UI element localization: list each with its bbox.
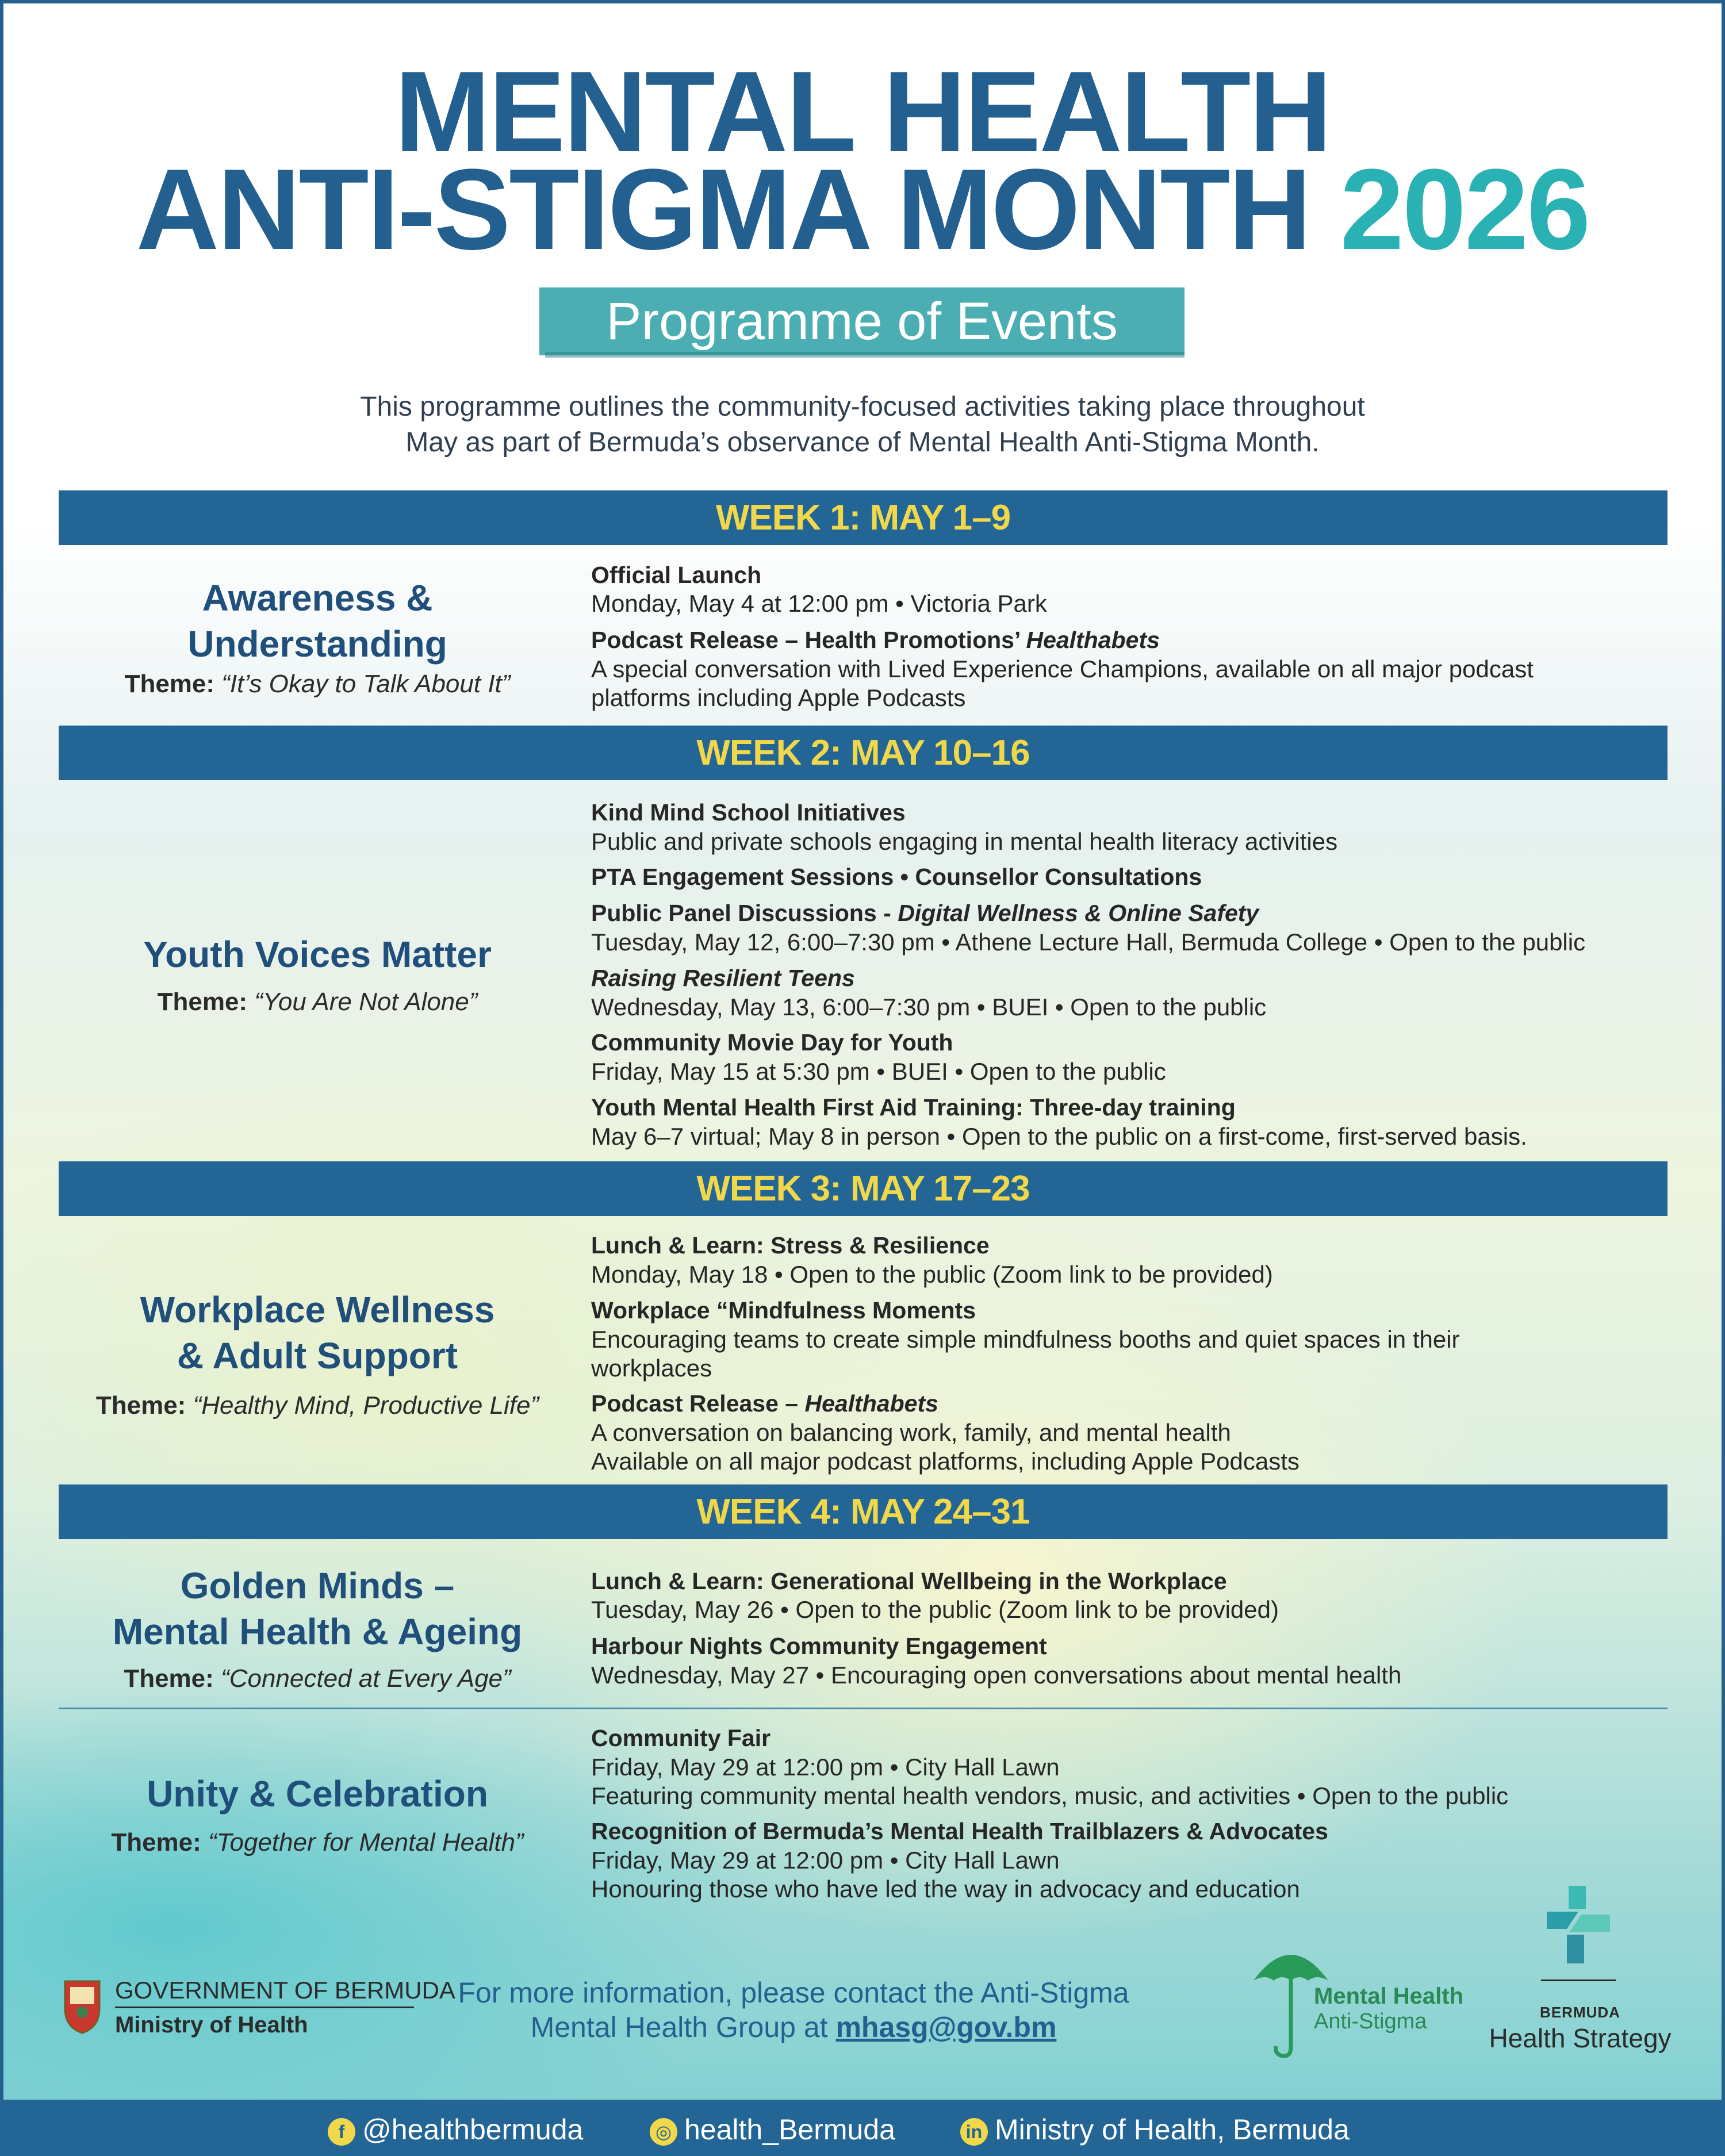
section-theme — [59, 670, 576, 699]
theme-text: “You Are Not Alone” — [254, 988, 478, 1016]
event-detail: Public and private schools engaging in mental health literacy activities — [591, 828, 1338, 855]
event-heading-italic: Digital Wellness & Online Safety — [898, 900, 1259, 926]
theme-text: “Connected at Every Age” — [221, 1664, 511, 1693]
event-detail: A conversation on balancing work, family, and mental health — [591, 1419, 1231, 1446]
social-linkedin[interactable] — [960, 2115, 1350, 2146]
linkedin-icon: in — [960, 2118, 988, 2146]
event-heading: Youth Mental Health First Aid Training: Three-day training — [591, 1094, 1236, 1121]
event-heading: Workplace “Mindfulness Moments — [591, 1297, 976, 1323]
hs-divider — [1541, 1979, 1616, 1981]
theme-text: “Together for Mental Health” — [208, 1828, 524, 1856]
section-title-line: Understanding — [187, 623, 447, 665]
event-detail: Friday, May 29 at 12:00 pm • City Hall Lawn — [591, 1847, 1060, 1874]
section-title-line: Youth Voices Matter — [143, 934, 492, 975]
event-heading: PTA Engagement Sessions • Counsellor Consultations — [591, 864, 1202, 890]
event-detail: workplaces — [591, 1355, 712, 1382]
section-title — [59, 1287, 576, 1379]
section-title-line: & Adult Support — [177, 1335, 458, 1376]
theme-label: Theme: — [124, 670, 215, 698]
event-heading: Lunch & Learn: Generational Wellbeing in the Workplace — [591, 1568, 1227, 1594]
event-detail: A special conversation with Lived Experience Champions, available on all major podcast — [591, 655, 1534, 682]
social-label: Ministry of Health, Bermuda — [995, 2113, 1350, 2146]
event-heading — [591, 965, 855, 992]
section-title — [59, 575, 576, 667]
event-detail: May 6–7 virtual; May 8 in person • Open to the public on a first-come, first-served basis. — [591, 1123, 1527, 1150]
section-title-line: Unity & Celebration — [147, 1773, 488, 1814]
event-detail: Honouring those who have led the way in advocacy and education — [591, 1875, 1300, 1902]
section-theme — [59, 1664, 576, 1693]
intro-line: This programme outlines the community-focused activities taking place throughout — [360, 392, 1365, 422]
mh-logo-line2: Anti-Stigma — [1314, 2009, 1427, 2034]
facebook-icon: f — [328, 2118, 355, 2146]
event-heading-text: Podcast Release – — [591, 1390, 799, 1417]
coat-of-arms-icon — [62, 1977, 102, 2034]
contact-line — [448, 2011, 1138, 2044]
social-label: @healthbermuda — [362, 2113, 584, 2146]
section-divider — [59, 1708, 1667, 1709]
event-heading — [591, 627, 1160, 654]
week-header: WEEK 1: MAY 1–9 — [59, 490, 1667, 545]
event-detail: Wednesday, May 13, 6:00–7:30 pm • BUEI • Open to the public — [591, 993, 1267, 1021]
theme-label: Theme: — [124, 1664, 214, 1693]
social-label: health_Bermuda — [684, 2113, 895, 2146]
event-detail: Wednesday, May 27 • Encouraging open conversations about mental health — [591, 1662, 1402, 1689]
health-strategy-icon — [1535, 1883, 1621, 1969]
section-theme — [59, 988, 576, 1016]
event-heading: Community Movie Day for Youth — [591, 1029, 953, 1056]
intro-line: May as part of Bermuda’s observance of Mental Health Anti-Stigma Month. — [405, 427, 1320, 458]
page-title-line2 — [0, 145, 1725, 274]
event-detail: platforms including Apple Podcasts — [591, 684, 966, 711]
event-detail: Tuesday, May 26 • Open to the public (Zoom link to be provided) — [591, 1596, 1279, 1623]
event-heading-italic: Raising Resilient Teens — [591, 965, 855, 991]
week-header: WEEK 3: MAY 17–23 — [59, 1161, 1667, 1216]
event-heading: Official Launch — [591, 562, 762, 588]
social-instagram[interactable] — [650, 2115, 895, 2146]
week-header: WEEK 4: MAY 24–31 — [59, 1484, 1667, 1539]
section-title-line: Awareness & — [202, 577, 433, 619]
event-heading: Kind Mind School Initiatives — [591, 799, 906, 826]
section-title-line: Mental Health & Ageing — [112, 1611, 523, 1652]
event-detail: Monday, May 18 • Open to the public (Zoom link to be provided) — [591, 1261, 1273, 1288]
ministry-name: Ministry of Health — [115, 2012, 308, 2038]
theme-label: Theme: — [111, 1828, 201, 1856]
event-heading-text: Public Panel Discussions - — [591, 900, 891, 926]
event-detail: Friday, May 29 at 12:00 pm • City Hall Lawn — [591, 1754, 1060, 1781]
event-heading-italic: Healthabets — [804, 1390, 938, 1417]
event-heading: Community Fair — [591, 1725, 771, 1751]
event-detail: Featuring community mental health vendors, music, and activities • Open to the public — [591, 1782, 1509, 1809]
social-bar — [0, 2100, 1725, 2156]
event-detail: Encouraging teams to create simple mindfulness booths and quiet spaces in their — [591, 1326, 1460, 1353]
section-title — [59, 1771, 576, 1817]
event-heading: Lunch & Learn: Stress & Resilience — [591, 1232, 990, 1259]
section-theme — [59, 1828, 576, 1857]
section-title-line: Golden Minds – — [180, 1565, 455, 1606]
theme-text: “Healthy Mind, Productive Life” — [193, 1391, 539, 1420]
event-detail: Friday, May 15 at 5:30 pm • BUEI • Open to the public — [591, 1058, 1166, 1085]
contact-email-link[interactable]: mhasg@gov.bm — [835, 2011, 1057, 2043]
event-heading: Harbour Nights Community Engagement — [591, 1633, 1047, 1659]
hs-logo-line1: BERMUDA — [1540, 2004, 1620, 2021]
event-detail: Tuesday, May 12, 6:00–7:30 pm • Athene Lecture Hall, Bermuda College • Open to the public — [591, 929, 1586, 956]
event-heading — [591, 900, 1259, 927]
event-heading-text: Podcast Release – Health Promotions’ — [591, 627, 1020, 653]
event-heading-italic: Healthabets — [1026, 627, 1160, 653]
event-detail: Monday, May 4 at 12:00 pm • Victoria Park — [591, 590, 1047, 617]
instagram-icon: ◎ — [650, 2118, 677, 2146]
event-heading — [591, 1390, 938, 1417]
section-theme — [59, 1391, 576, 1420]
government-name: GOVERNMENT OF BERMUDA — [115, 1977, 455, 2004]
subtitle-badge: Programme of Events — [539, 287, 1184, 355]
event-heading: Recognition of Bermuda’s Mental Health Trailblazers & Advocates — [591, 1818, 1328, 1844]
week-header: WEEK 2: MAY 10–16 — [59, 726, 1667, 780]
contact-line: For more information, please contact the Anti-Stigma — [458, 1977, 1129, 2009]
title-year: 2026 — [1340, 145, 1589, 274]
social-facebook[interactable] — [328, 2115, 583, 2146]
mh-logo-line1: Mental Health — [1314, 1984, 1464, 2009]
gov-divider — [115, 2007, 414, 2008]
theme-text: “It’s Okay to Talk About It” — [221, 670, 511, 698]
theme-label: Theme: — [157, 988, 248, 1016]
title-text: ANTI-STIGMA MONTH — [136, 145, 1310, 274]
hs-logo-line2: Health Strategy — [1489, 2023, 1672, 2053]
contact-prefix: Mental Health Group at — [530, 2011, 828, 2043]
theme-label: Theme: — [95, 1391, 186, 1420]
event-detail: Available on all major podcast platforms, including Apple Podcasts — [591, 1448, 1300, 1475]
section-title — [59, 1563, 576, 1655]
section-title-line: Workplace Wellness — [140, 1289, 495, 1330]
page-title-line1: MENTAL HEALTH — [394, 48, 1331, 176]
section-title — [59, 931, 576, 977]
